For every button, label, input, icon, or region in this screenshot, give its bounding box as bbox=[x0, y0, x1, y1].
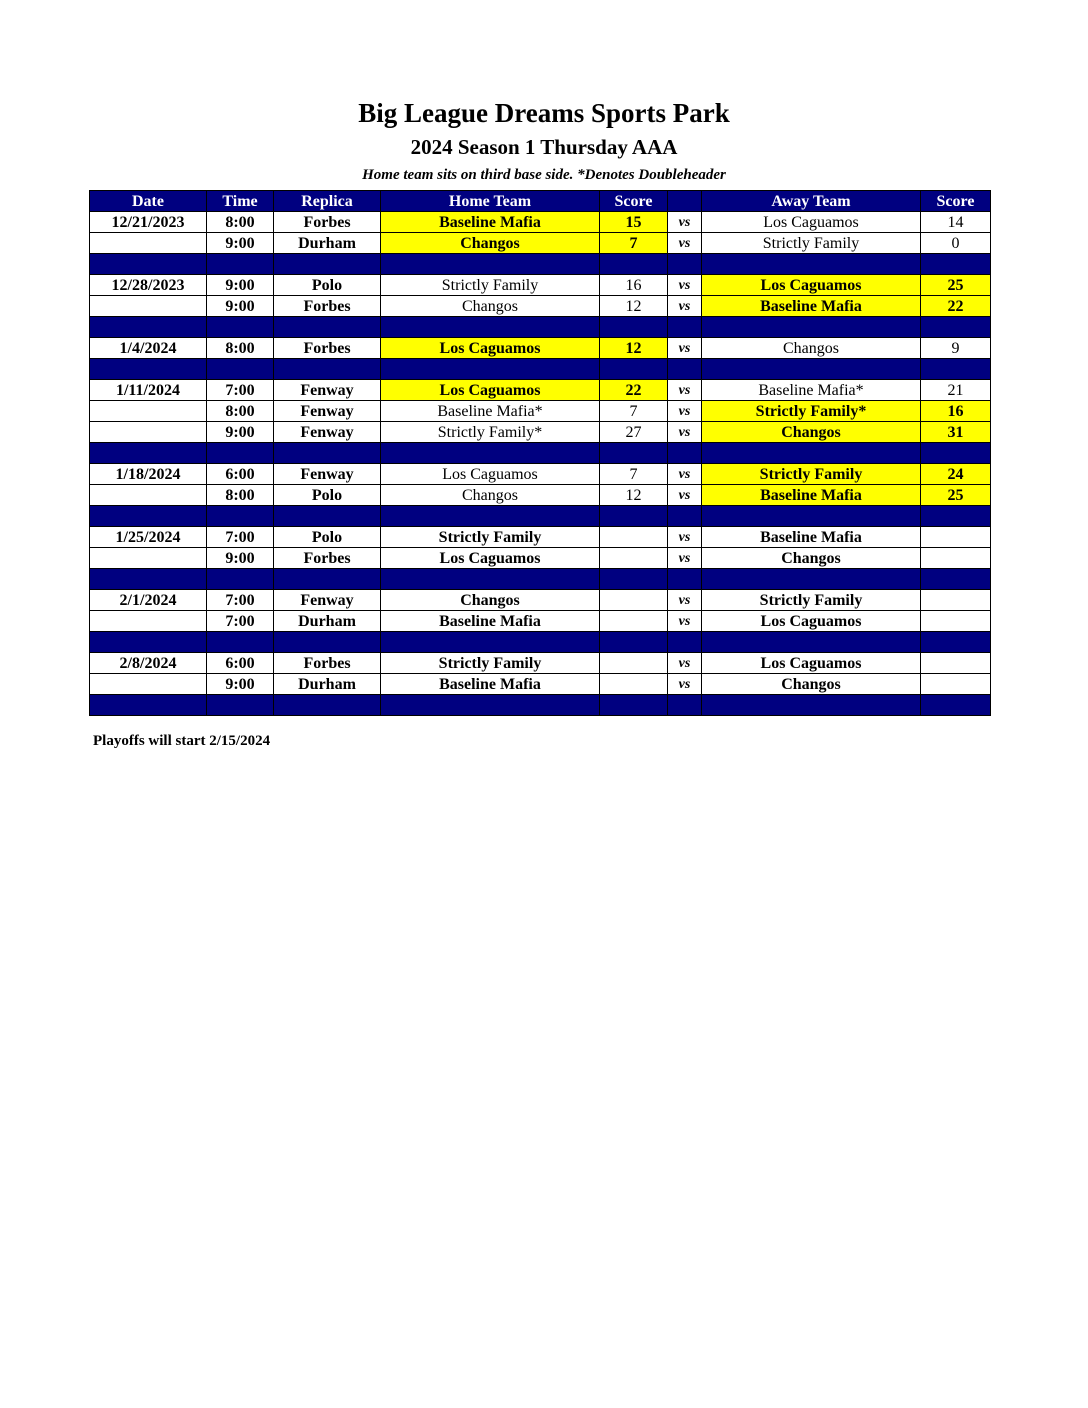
column-header-home-score: Score bbox=[600, 191, 668, 212]
column-header-away-score: Score bbox=[921, 191, 991, 212]
table-header-row bbox=[90, 191, 991, 212]
spacer-cell bbox=[274, 632, 381, 653]
cell-replica: Durham bbox=[274, 233, 381, 254]
cell-home-team: Los Caguamos bbox=[381, 464, 600, 485]
spacer-cell bbox=[600, 569, 668, 590]
spacer-cell bbox=[702, 632, 921, 653]
table-row bbox=[90, 212, 991, 233]
cell-home-score: 7 bbox=[600, 464, 668, 485]
spacer-cell bbox=[274, 317, 381, 338]
spacer-cell bbox=[702, 254, 921, 275]
cell-home-score: 12 bbox=[600, 485, 668, 506]
spacer-cell bbox=[668, 569, 702, 590]
table-row bbox=[90, 380, 991, 401]
cell-away-team: Baseline Mafia* bbox=[702, 380, 921, 401]
spacer-cell bbox=[90, 506, 207, 527]
spacer-cell bbox=[702, 359, 921, 380]
cell-date bbox=[90, 401, 207, 422]
cell-date: 1/4/2024 bbox=[90, 338, 207, 359]
page-title: Big League Dreams Sports Park bbox=[358, 98, 730, 128]
spacer-cell bbox=[702, 695, 921, 716]
spacer-cell bbox=[921, 569, 991, 590]
table-row bbox=[90, 653, 991, 674]
cell-vs: vs bbox=[668, 401, 702, 422]
spacer-cell bbox=[207, 695, 274, 716]
cell-home-score: 7 bbox=[600, 233, 668, 254]
cell-away-score bbox=[921, 590, 991, 611]
cell-date bbox=[90, 422, 207, 443]
column-header-date: Date bbox=[90, 191, 207, 212]
cell-away-team: Baseline Mafia bbox=[702, 485, 921, 506]
cell-date bbox=[90, 674, 207, 695]
cell-away-team: Strictly Family* bbox=[702, 401, 921, 422]
cell-time: 6:00 bbox=[207, 464, 274, 485]
cell-time: 8:00 bbox=[207, 401, 274, 422]
cell-home-score bbox=[600, 653, 668, 674]
cell-time: 9:00 bbox=[207, 233, 274, 254]
spacer-cell bbox=[668, 317, 702, 338]
cell-vs: vs bbox=[668, 422, 702, 443]
cell-away-score: 9 bbox=[921, 338, 991, 359]
cell-home-team: Los Caguamos bbox=[381, 380, 600, 401]
cell-replica: Forbes bbox=[274, 548, 381, 569]
cell-home-score bbox=[600, 674, 668, 695]
cell-away-team: Changos bbox=[702, 338, 921, 359]
cell-away-score bbox=[921, 527, 991, 548]
cell-time: 9:00 bbox=[207, 422, 274, 443]
playoffs-note: Playoffs will start 2/15/2024 bbox=[93, 733, 271, 749]
schedule-note: Home team sits on third base side. *Denotes Doubleheader bbox=[362, 167, 726, 183]
spacer-cell bbox=[381, 506, 600, 527]
cell-home-score: 12 bbox=[600, 338, 668, 359]
cell-replica: Fenway bbox=[274, 590, 381, 611]
spacer-cell bbox=[600, 695, 668, 716]
cell-away-team: Los Caguamos bbox=[702, 275, 921, 296]
cell-replica: Durham bbox=[274, 611, 381, 632]
table-row bbox=[90, 401, 991, 422]
spacer-cell bbox=[274, 695, 381, 716]
spacer-cell bbox=[668, 506, 702, 527]
cell-away-score bbox=[921, 611, 991, 632]
spacer-cell bbox=[600, 632, 668, 653]
column-header-away-team: Away Team bbox=[702, 191, 921, 212]
cell-home-team: Strictly Family* bbox=[381, 422, 600, 443]
spacer-cell bbox=[668, 359, 702, 380]
spacer-cell bbox=[921, 254, 991, 275]
cell-away-team: Changos bbox=[702, 674, 921, 695]
cell-away-team: Strictly Family bbox=[702, 464, 921, 485]
table-row bbox=[90, 485, 991, 506]
cell-away-team: Los Caguamos bbox=[702, 212, 921, 233]
cell-away-score: 22 bbox=[921, 296, 991, 317]
cell-replica: Polo bbox=[274, 527, 381, 548]
spacer-cell bbox=[668, 632, 702, 653]
cell-away-score: 21 bbox=[921, 380, 991, 401]
column-header-time: Time bbox=[207, 191, 274, 212]
cell-time: 9:00 bbox=[207, 548, 274, 569]
cell-vs: vs bbox=[668, 611, 702, 632]
cell-home-team: Baseline Mafia bbox=[381, 212, 600, 233]
cell-away-team: Changos bbox=[702, 422, 921, 443]
cell-home-score: 7 bbox=[600, 401, 668, 422]
spacer-cell bbox=[600, 317, 668, 338]
schedule-table bbox=[89, 190, 991, 716]
cell-vs: vs bbox=[668, 485, 702, 506]
spacer-cell bbox=[207, 632, 274, 653]
cell-vs: vs bbox=[668, 653, 702, 674]
cell-vs: vs bbox=[668, 590, 702, 611]
spacer-row bbox=[90, 695, 991, 716]
cell-away-score: 16 bbox=[921, 401, 991, 422]
cell-time: 7:00 bbox=[207, 590, 274, 611]
cell-home-team: Los Caguamos bbox=[381, 338, 600, 359]
spacer-cell bbox=[90, 317, 207, 338]
spacer-row bbox=[90, 506, 991, 527]
cell-away-score: 31 bbox=[921, 422, 991, 443]
spacer-cell bbox=[702, 506, 921, 527]
cell-home-team: Strictly Family bbox=[381, 275, 600, 296]
cell-time: 7:00 bbox=[207, 611, 274, 632]
cell-home-score: 27 bbox=[600, 422, 668, 443]
cell-time: 7:00 bbox=[207, 527, 274, 548]
spacer-cell bbox=[921, 443, 991, 464]
cell-time: 6:00 bbox=[207, 653, 274, 674]
spacer-cell bbox=[921, 359, 991, 380]
spacer-cell bbox=[702, 569, 921, 590]
spacer-cell bbox=[921, 317, 991, 338]
cell-replica: Forbes bbox=[274, 653, 381, 674]
cell-time: 9:00 bbox=[207, 275, 274, 296]
cell-date bbox=[90, 548, 207, 569]
spacer-cell bbox=[921, 632, 991, 653]
cell-home-team: Strictly Family bbox=[381, 527, 600, 548]
table-row bbox=[90, 296, 991, 317]
cell-replica: Forbes bbox=[274, 296, 381, 317]
spacer-cell bbox=[600, 506, 668, 527]
spacer-cell bbox=[381, 632, 600, 653]
spacer-row bbox=[90, 632, 991, 653]
spacer-row bbox=[90, 317, 991, 338]
table-row bbox=[90, 338, 991, 359]
cell-replica: Fenway bbox=[274, 464, 381, 485]
cell-time: 8:00 bbox=[207, 338, 274, 359]
cell-away-score bbox=[921, 548, 991, 569]
cell-away-team: Strictly Family bbox=[702, 590, 921, 611]
spacer-row bbox=[90, 443, 991, 464]
spacer-cell bbox=[921, 695, 991, 716]
cell-vs: vs bbox=[668, 275, 702, 296]
spacer-cell bbox=[90, 632, 207, 653]
cell-away-score: 25 bbox=[921, 275, 991, 296]
spacer-cell bbox=[381, 569, 600, 590]
table-row bbox=[90, 611, 991, 632]
spacer-cell bbox=[921, 506, 991, 527]
cell-date bbox=[90, 611, 207, 632]
spacer-cell bbox=[207, 359, 274, 380]
cell-replica: Fenway bbox=[274, 401, 381, 422]
cell-home-team: Changos bbox=[381, 233, 600, 254]
table-row bbox=[90, 548, 991, 569]
cell-away-score: 0 bbox=[921, 233, 991, 254]
cell-away-score bbox=[921, 674, 991, 695]
spacer-row bbox=[90, 569, 991, 590]
table-row bbox=[90, 275, 991, 296]
spacer-cell bbox=[381, 359, 600, 380]
schedule-body bbox=[90, 212, 991, 716]
cell-date: 2/8/2024 bbox=[90, 653, 207, 674]
spacer-cell bbox=[90, 359, 207, 380]
cell-date: 1/25/2024 bbox=[90, 527, 207, 548]
column-header-home-team: Home Team bbox=[381, 191, 600, 212]
cell-date bbox=[90, 233, 207, 254]
spacer-cell bbox=[600, 254, 668, 275]
spacer-row bbox=[90, 359, 991, 380]
spacer-cell bbox=[207, 254, 274, 275]
cell-away-team: Baseline Mafia bbox=[702, 527, 921, 548]
cell-date bbox=[90, 296, 207, 317]
cell-home-team: Los Caguamos bbox=[381, 548, 600, 569]
cell-away-team: Strictly Family bbox=[702, 233, 921, 254]
cell-replica: Forbes bbox=[274, 212, 381, 233]
column-header-vs bbox=[668, 191, 702, 212]
cell-away-score bbox=[921, 653, 991, 674]
cell-away-team: Los Caguamos bbox=[702, 653, 921, 674]
cell-home-team: Changos bbox=[381, 296, 600, 317]
cell-date: 1/11/2024 bbox=[90, 380, 207, 401]
cell-time: 7:00 bbox=[207, 380, 274, 401]
spacer-row bbox=[90, 254, 991, 275]
cell-time: 8:00 bbox=[207, 485, 274, 506]
cell-vs: vs bbox=[668, 338, 702, 359]
spacer-cell bbox=[668, 443, 702, 464]
table-row bbox=[90, 233, 991, 254]
table-row bbox=[90, 590, 991, 611]
cell-replica: Fenway bbox=[274, 380, 381, 401]
cell-home-score: 22 bbox=[600, 380, 668, 401]
cell-away-team: Changos bbox=[702, 548, 921, 569]
spacer-cell bbox=[381, 317, 600, 338]
cell-home-score bbox=[600, 548, 668, 569]
cell-away-score: 24 bbox=[921, 464, 991, 485]
cell-vs: vs bbox=[668, 548, 702, 569]
spacer-cell bbox=[600, 443, 668, 464]
spacer-cell bbox=[207, 506, 274, 527]
spacer-cell bbox=[274, 254, 381, 275]
cell-away-score: 14 bbox=[921, 212, 991, 233]
cell-away-team: Los Caguamos bbox=[702, 611, 921, 632]
spacer-cell bbox=[90, 569, 207, 590]
spacer-cell bbox=[207, 443, 274, 464]
spacer-cell bbox=[668, 254, 702, 275]
spacer-cell bbox=[702, 443, 921, 464]
spacer-cell bbox=[274, 443, 381, 464]
cell-date: 12/28/2023 bbox=[90, 275, 207, 296]
cell-replica: Durham bbox=[274, 674, 381, 695]
cell-time: 9:00 bbox=[207, 296, 274, 317]
cell-away-score: 25 bbox=[921, 485, 991, 506]
cell-home-score: 16 bbox=[600, 275, 668, 296]
cell-replica: Polo bbox=[274, 275, 381, 296]
cell-home-team: Baseline Mafia bbox=[381, 674, 600, 695]
cell-home-score bbox=[600, 590, 668, 611]
cell-home-score: 12 bbox=[600, 296, 668, 317]
cell-time: 9:00 bbox=[207, 674, 274, 695]
spacer-cell bbox=[668, 695, 702, 716]
spacer-cell bbox=[90, 443, 207, 464]
cell-home-score bbox=[600, 527, 668, 548]
table-row bbox=[90, 464, 991, 485]
cell-date: 12/21/2023 bbox=[90, 212, 207, 233]
cell-home-team: Baseline Mafia bbox=[381, 611, 600, 632]
cell-replica: Polo bbox=[274, 485, 381, 506]
spacer-cell bbox=[381, 443, 600, 464]
cell-home-team: Strictly Family bbox=[381, 653, 600, 674]
spacer-cell bbox=[274, 569, 381, 590]
cell-date bbox=[90, 485, 207, 506]
cell-vs: vs bbox=[668, 380, 702, 401]
spacer-cell bbox=[90, 695, 207, 716]
cell-date: 2/1/2024 bbox=[90, 590, 207, 611]
cell-home-score: 15 bbox=[600, 212, 668, 233]
spacer-cell bbox=[90, 254, 207, 275]
cell-date: 1/18/2024 bbox=[90, 464, 207, 485]
spacer-cell bbox=[274, 506, 381, 527]
cell-home-team: Changos bbox=[381, 590, 600, 611]
cell-vs: vs bbox=[668, 527, 702, 548]
table-row bbox=[90, 527, 991, 548]
spacer-cell bbox=[600, 359, 668, 380]
cell-home-score bbox=[600, 611, 668, 632]
column-header-replica: Replica bbox=[274, 191, 381, 212]
spacer-cell bbox=[381, 254, 600, 275]
cell-vs: vs bbox=[668, 233, 702, 254]
table-row bbox=[90, 422, 991, 443]
cell-home-team: Changos bbox=[381, 485, 600, 506]
cell-vs: vs bbox=[668, 674, 702, 695]
spacer-cell bbox=[207, 569, 274, 590]
cell-replica: Fenway bbox=[274, 422, 381, 443]
cell-replica: Forbes bbox=[274, 338, 381, 359]
spacer-cell bbox=[207, 317, 274, 338]
cell-vs: vs bbox=[668, 296, 702, 317]
cell-time: 8:00 bbox=[207, 212, 274, 233]
cell-vs: vs bbox=[668, 464, 702, 485]
spacer-cell bbox=[702, 317, 921, 338]
spacer-cell bbox=[381, 695, 600, 716]
cell-home-team: Baseline Mafia* bbox=[381, 401, 600, 422]
spacer-cell bbox=[274, 359, 381, 380]
cell-away-team: Baseline Mafia bbox=[702, 296, 921, 317]
page-subtitle: 2024 Season 1 Thursday AAA bbox=[410, 135, 678, 159]
cell-vs: vs bbox=[668, 212, 702, 233]
table-row bbox=[90, 674, 991, 695]
